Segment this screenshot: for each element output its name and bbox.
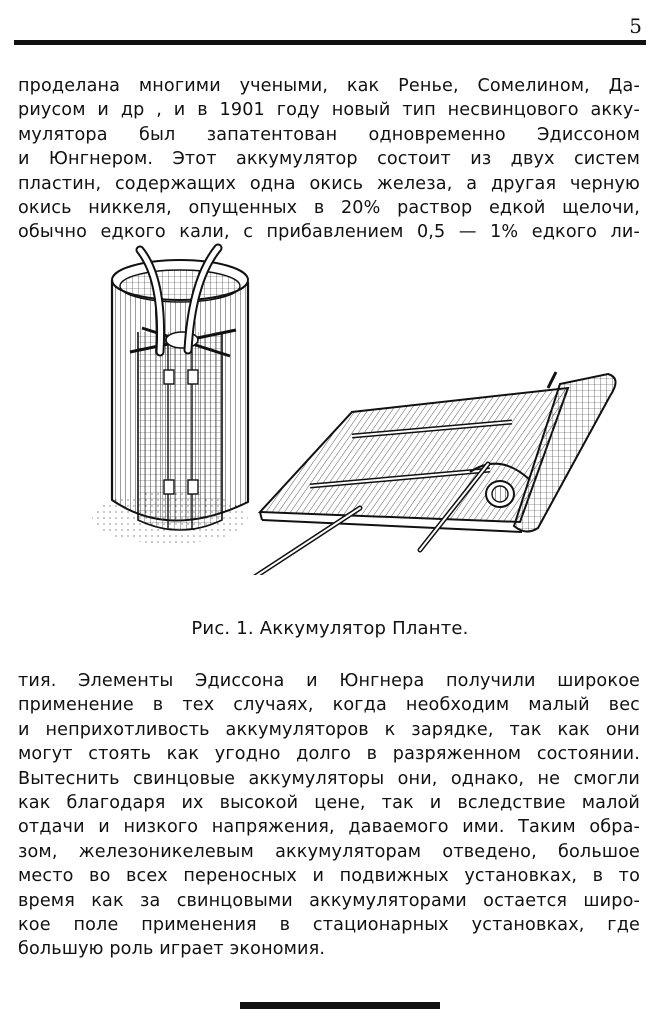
- text-line: могут стоять как угодно долго в разряженном состоянии.: [18, 744, 640, 765]
- text-line: обычно едкого кали, с прибавлением 0,5 — 1% едкого ли-: [18, 222, 640, 243]
- text-line: пластин, содержащих одна окись железа, а другая черную: [18, 173, 640, 194]
- text-line: время как за свинцовыми аккумуляторами остается широ-: [18, 890, 640, 911]
- header-rule: [14, 40, 646, 45]
- text-line: место во всех переносных и подвижных установках, в то: [18, 866, 640, 887]
- text-line: тия. Элементы Эдиссона и Юнгнера получили широкое: [18, 671, 640, 691]
- plante-accumulator-illustration: [90, 240, 630, 575]
- text-line: как благодаря их высокой цене, так и вследствие малой: [18, 793, 640, 814]
- footer-rule: [240, 1002, 440, 1009]
- text-line: мулятора был запатентован одновременно Эдиссоном: [18, 124, 640, 145]
- text-line: и Юнгнером. Этот аккумулятор состоит из двух систем: [18, 149, 640, 170]
- text-line: проделана многими учеными, как Ренье, Сомелином, Да-: [18, 76, 640, 96]
- paragraph-bottom: [18, 669, 640, 962]
- page-number: 5: [629, 14, 642, 38]
- text-line: отдачи и низкого напряжения, даваемого ими. Таким обра-: [18, 817, 640, 838]
- text-line: и неприхотливость аккумуляторов к зарядке, так как они: [18, 719, 640, 740]
- paragraph-top: [18, 74, 640, 245]
- text-line: большую роль играет экономия.: [18, 939, 326, 960]
- text-line: Вытеснить свинцовые аккумуляторы они, однако, не смогли: [18, 768, 640, 789]
- text-line: применение в тех случаях, когда необходим малый вес: [18, 695, 640, 716]
- text-line: окись никкеля, опущенных в 20% раствор едкой щелочи,: [18, 198, 640, 219]
- text-line: зом, железоникелевым аккумуляторам отведено, большое: [18, 841, 640, 862]
- text-line: кое поле применения в стационарных установках, где: [18, 915, 640, 936]
- figure-caption: Рис. 1. Аккумулятор Планте.: [191, 618, 469, 639]
- text-line: риусом и др , и в 1901 году новый тип несвинцового акку-: [18, 100, 640, 121]
